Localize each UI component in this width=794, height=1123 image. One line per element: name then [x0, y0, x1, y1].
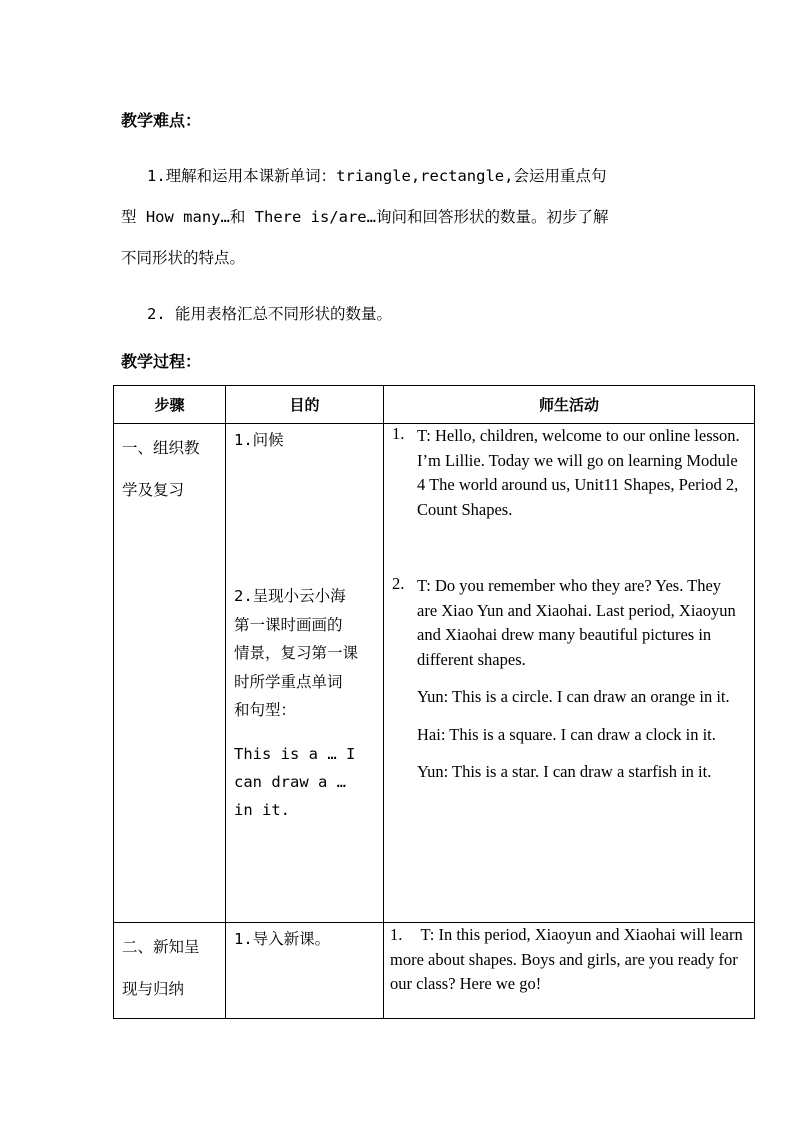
purpose-review-line: 时所学重点单词 [234, 672, 343, 691]
table-row [114, 424, 755, 923]
purpose-review-line: 2.呈现小云小海 [234, 587, 346, 605]
sentence-pattern-line: can draw a … [234, 772, 346, 791]
step-label-line-2: 现与归纳 [122, 980, 185, 998]
step-cell [114, 923, 226, 1019]
header-activity: 师生活动 [384, 386, 755, 424]
difficulty-point-2: 2. 能用表格汇总不同形状的数量。 [147, 305, 392, 323]
purpose-intro: 1.导入新课。 [234, 930, 331, 948]
purpose-review [234, 582, 379, 725]
activity-cell [384, 923, 755, 1019]
dialogue-line: Yun: This is a star. I can draw a starfish in it. [417, 762, 712, 781]
dialogue-line: Hai: This is a square. I can draw a clock in it. [417, 724, 716, 744]
step-cell [114, 424, 226, 923]
purpose-review-line: 和句型： [234, 701, 297, 719]
purpose-sentence-pattern [234, 740, 379, 824]
activity-item [392, 424, 744, 522]
activity-item-text: T: In this period, Xiaoyun and Xiaohai will learn more about shapes. Boys and girls, are you ready for our class? Here we go! [390, 925, 743, 993]
table-header-row [114, 386, 755, 424]
step-label-line-1: 二、新知呈 [122, 938, 200, 956]
step-label-line-1: 一、组织教 [122, 439, 200, 457]
purpose-cell [226, 923, 384, 1019]
header-purpose: 目的 [226, 386, 384, 424]
difficulties-heading: 教学难点： [121, 111, 202, 130]
activity-item [390, 923, 744, 997]
purpose-review-line: 第一课时画画的 [234, 615, 343, 634]
activity-item-number: 1. [390, 925, 403, 944]
activity-item-number: 1. [392, 424, 405, 443]
purpose-greeting: 1.问候 [234, 431, 284, 449]
teaching-process-table [113, 385, 755, 1019]
dialogue-line: Yun: This is a circle. I can draw an orange in it. [417, 687, 730, 706]
activity-cell [384, 424, 755, 923]
purpose-review-line: 情景，复习第一课 [234, 644, 359, 662]
table-row [114, 923, 755, 1019]
header-step: 步骤 [114, 386, 226, 424]
sentence-pattern-line: This is a … I [234, 744, 356, 763]
activity-item [392, 574, 744, 672]
step-label-line-2: 学及复习 [122, 481, 185, 499]
activity-item-text: T: Hello, children, welcome to our online lesson. I’m Lillie. Today we will go on learning Module 4 The world around us, Unit11 Shapes, Period 2, Count Shapes. [417, 426, 740, 519]
difficulty-point-1-line-1: 1.理解和运用本课新单词：triangle,rectangle,会运用重点句 [147, 167, 607, 185]
activity-item-number: 2. [392, 574, 405, 593]
difficulty-point-1-line-3: 不同形状的特点。 [121, 249, 246, 267]
activity-item-text: T: Do you remember who they are? Yes. They are Xiao Yun and Xiaohai. Last period, Xiaoyun and Xiaohai drew many beautiful pictures in different shapes. [417, 576, 736, 669]
difficulty-point-1-line-2: 型 How many…和 There is/are…询问和回答形状的数量。初步了解 [121, 208, 609, 226]
process-heading: 教学过程： [121, 352, 202, 371]
sentence-pattern-line: in it. [234, 800, 290, 819]
purpose-cell [226, 424, 384, 923]
